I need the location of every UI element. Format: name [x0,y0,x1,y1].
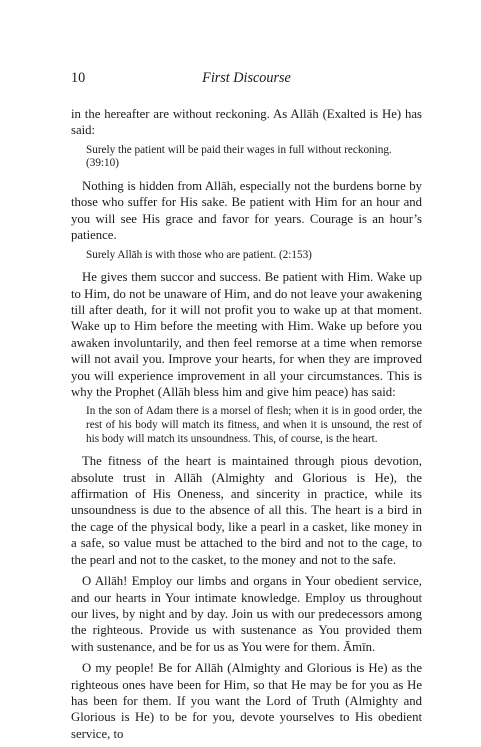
paragraph-prayer: O Allāh! Employ our limbs and organs in Your obedient service, and our hearts in Your intimate knowledge. Employ us throughout our lives, by night and by day. Join us with our predecessors among the righteous. Provide us with sustenance as You provided them with sustenance, and be for us as You were for them. Āmīn. [71,574,422,654]
block-quote-verse-2-153: Surely Allāh is with those who are patient. (2:153) [86,248,312,261]
block-quote-hadith: In the son of Adam there is a morsel of flesh; when it is in good order, the rest of his body will match its fitness, and when it is unsound, the rest of his body will match its unsoundness. This, of course, is the heart. [86,405,422,445]
page-number: 10 [71,70,86,86]
paragraph: Nothing is hidden from Allāh, especially not the burdens borne by those who suffer for His sake. Be patient with Him for an hour and you will see His grace and favor for years. Courage is an hour’s patience. [71,179,422,243]
paragraph: He gives them succor and success. Be patient with Him. Wake up to Him, do not be unaware of Him, and do not leave your awakening till after death, for it will not profit you to wake up at that moment. Wake up to Him before the meeting with Him. Wake up before you awaken involuntarily, and then feel remorse at a time when remorse will not avail you. Improve your hearts, for when they are improved you will experience improvement in all your circumstances. This is why the Prophet (Allāh bless him and give him peace) has said: [71,270,422,400]
paragraph: The fitness of the heart is maintained through pious devotion, absolute trust in Allāh (Almighty and Glorious is He), the affirmation of His Oneness, and sincerity in practice, while its unsoundness is due to the absence of all this. The heart is a bird in the cage of the physical body, like a pearl in a casket, like money in a safe, so value must be attached to the bird and not to the cage, to the pearl and not to the casket, to the money and not to the safe. [71,454,422,567]
chapter-title: First Discourse [202,70,291,86]
paragraph: O my people! Be for Allāh (Almighty and Glorious is He) as the righteous ones have been for Him, so that He may be for you as He has been for them. If you want the Lord of Truth (Almighty and Glorious is He) to be for you, devote yourselves to His obedient service, to [71,661,422,741]
paragraph-continuation: in the hereafter are without reckoning. As Allāh (Exalted is He) has said: [71,107,422,138]
book-page [71,68,422,747]
block-quote-verse-39-10: Surely the patient will be paid their wages in full without reckoning. (39:10) [86,143,392,170]
body-text [71,106,422,742]
running-header [71,68,422,88]
